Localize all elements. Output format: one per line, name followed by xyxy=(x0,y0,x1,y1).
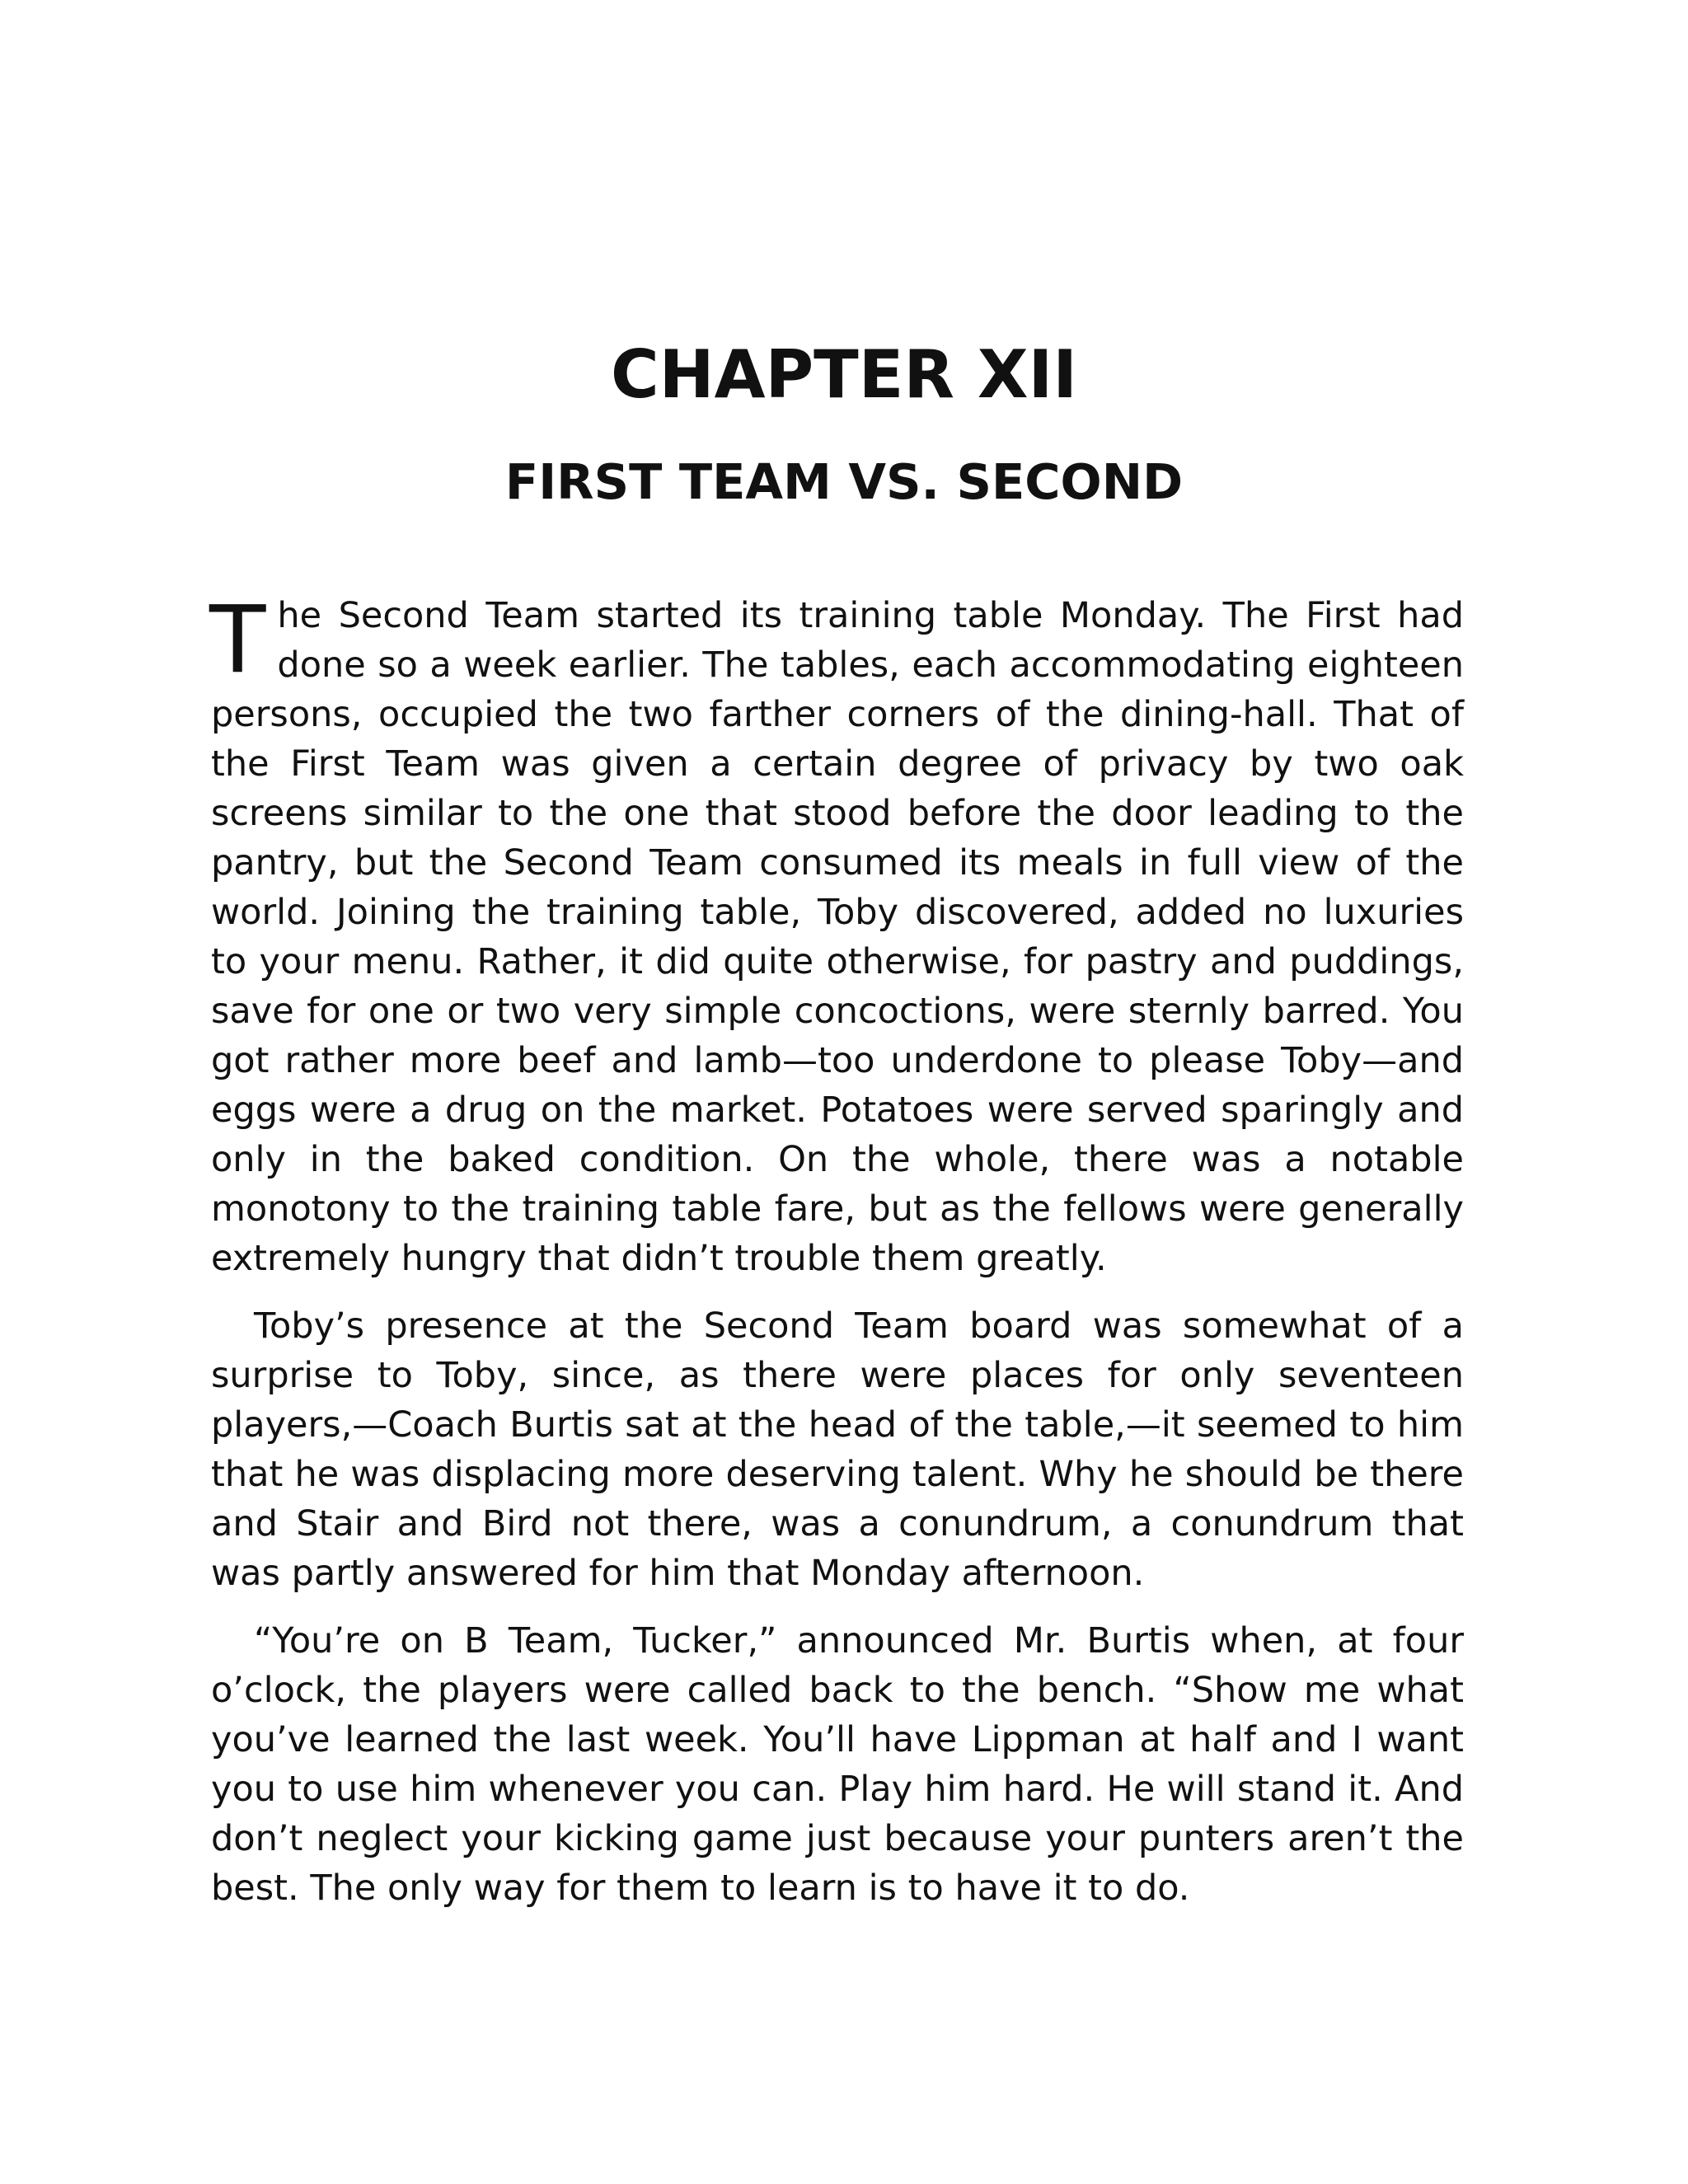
paragraph-1-text: he Second Team started its training table Monday. The First had done so a week earlier. The tables, each accommodating eighteen persons, occupied the two farther corners of the dining-hall. That of the First Team was given a certain degree of privacy by two oak screens similar to the one that stood before the door leading to the pantry, but the Second Team consumed its meals in full view of the world. Joining the training table, Toby discovered, added no luxuries to your menu. Rather, it did quite otherwise, for pastry and puddings, save for one or two very simple concoctions, were sternly barred. You got rather more beef and lamb—too underdone to please Toby—and eggs were a drug on the market. Potatoes were served sparingly and only in the baked condition. On the whole, there was a notable monotony to the training table fare, but as the fellows were generally extremely hungry that didn’t trouble them greatly. xyxy=(211,595,1464,1279)
chapter-subtitle: FIRST TEAM VS. SECOND xyxy=(504,453,1184,510)
paragraph-1 xyxy=(209,587,1464,1283)
chapter-title: CHAPTER XII xyxy=(610,336,1078,413)
paragraph-3: “You’re on B Team, Tucker,” announced Mr. Burtis when, at four o’clock, the players were called back to the bench. “Show me what you’ve learned the last week. You’ll have Lippman at half and I want you to use him whenever you can. Play him hard. He will stand it. And don’t neglect your kicking game just because your punters aren’t the best. The only way for them to learn is to have it to do. xyxy=(211,1620,1464,1909)
drop-cap: T xyxy=(209,587,266,694)
paragraph-2: Toby’s presence at the Second Team board was somewhat of a surprise to Toby, since, as there were places for only seventeen players,—Coach Burtis sat at the head of the table,—it seemed to him that he was displacing more deserving talent. Why he should be there and Stair and Bird not there, was a conundrum, a conundrum that was partly answered for him that Monday afternoon. xyxy=(211,1305,1464,1594)
chapter-body xyxy=(209,587,1464,1931)
